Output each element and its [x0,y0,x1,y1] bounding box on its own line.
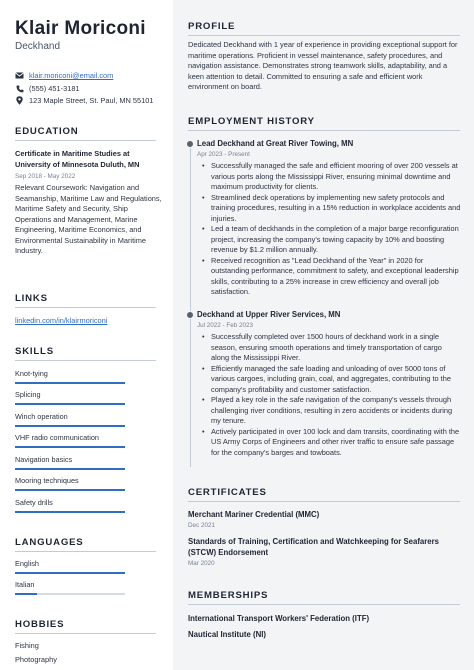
links-divider [15,307,156,308]
skills-divider [15,360,156,361]
list-item: • Efficiently managed the safe loading and unloading of over 5000 tons of various cargoes, including grain, coal, and aggregates, contributing to the company's profitability and customer satisfaction. [199,364,461,396]
certificate-date: Dec 2021 [188,522,215,529]
list-item: • Actively participated in over 100 lock and dam transits, coordinating with the US Army Corps of Engineers and other river traffic to ensure safe passage for the company's barges and towboats. [199,427,461,459]
job-title-2: Deckhand at Upper River Services, MN [197,310,341,319]
membership-item: Nautical Institute (NI) [188,630,266,639]
skill-bar [15,446,125,448]
linkedin-link[interactable]: linkedin.com/in/klairmoriconi [15,316,108,325]
list-item: • Successfully managed the safe and efficient mooring of over 200 vessels at various ports along the Mississippi River, ensuring minimal downtime and maximum productivity for clients. [199,161,461,193]
skill-bar [15,489,125,491]
memberships-divider [188,604,460,605]
skill-bar-fill [15,468,125,470]
contact-email-row [15,71,165,80]
skill-bar-fill [15,511,125,513]
envelope-icon [15,71,24,80]
certificate-name: Merchant Mariner Credential (MMC) [188,510,320,519]
profile-divider [188,35,460,36]
skill-item [15,433,125,448]
contact-address-row [15,96,165,105]
phone-icon [15,84,24,93]
job-bullets-1 [199,161,461,298]
employment-divider [188,130,460,131]
language-bar-fill [15,572,125,574]
timeline-line [190,147,191,467]
skill-bar [15,425,125,427]
skill-bar [15,511,125,513]
skill-item [15,369,125,384]
certificates-divider [188,501,460,502]
language-bar [15,572,125,574]
skill-bar-fill [15,489,125,491]
phone-number: (555) 451-3181 [29,84,80,93]
job-dates-1: Apr 2023 - Present [197,151,250,158]
hobbies-divider [15,633,156,634]
education-heading: EDUCATION [15,126,79,137]
membership-item: International Transport Workers' Federation (ITF) [188,614,370,623]
skill-item [15,498,125,513]
email-link[interactable]: klair.moriconi@email.com [29,71,114,80]
skill-label: Winch operation [15,412,68,421]
list-item: • Streamlined deck operations by implementing new safety protocols and training procedures, resulting in a 15% reduction in workplace accidents and injuries. [199,193,461,225]
skill-item [15,476,125,491]
language-label: Italian [15,580,35,589]
contact-phone-row [15,84,165,93]
memberships-heading: MEMBERSHIPS [188,590,269,601]
job-title: Deckhand [15,41,61,52]
skill-bar-fill [15,425,125,427]
hobby-item: Photography [15,655,57,664]
list-item: • Played a key role in the safe navigation of the company's vessels through challenging river conditions, resulting in zero accidents or incidents during my tenure. [199,395,461,427]
language-bar [15,593,125,595]
language-item [15,559,125,574]
skill-label: Knot-tying [15,369,48,378]
skill-item [15,455,125,470]
list-item: • Successfully completed over 1500 hours of deckhand work in a single season, ensuring smooth operations and timely transportation of cargo along the Mississippi River. [199,332,461,364]
education-coursework: Relevant Coursework: Navigation and Seamanship, Maritime Law and Regulations, Maritime Safety and Security, Ship Operations and Management, Marine Engineering, Maritime Economics, and Environmental Sustainability in Maritime Industry. [15,183,162,255]
location-pin-icon [15,96,24,105]
skill-label: Navigation basics [15,455,73,464]
hobbies-heading: HOBBIES [15,619,65,630]
skill-bar [15,403,125,405]
skill-label: Mooring techniques [15,476,79,485]
certificates-heading: CERTIFICATES [188,487,267,498]
job-title-1: Lead Deckhand at Great River Towing, MN [197,139,354,148]
language-bar-fill [15,593,37,595]
certificate-date: Mar 2020 [188,560,215,567]
candidate-name: Klair Moriconi [15,18,146,39]
job-bullets-2 [199,332,461,458]
skill-bar [15,468,125,470]
education-degree: Certificate in Maritime Studies at University of Minnesota Duluth, MN [15,149,140,169]
education-divider [15,140,156,141]
skill-bar-fill [15,403,125,405]
certificate-name: Standards of Training, Certification and Watchkeeping for Seafarers (STCW) Endorsement [188,537,439,557]
links-heading: LINKS [15,293,48,304]
timeline-dot [186,311,194,319]
skill-label: Splicing [15,390,41,399]
hobby-item: Fishing [15,641,39,650]
list-item: • Received recognition as "Lead Deckhand of the Year" in 2020 for outstanding performance, commitment to safety, and exceptional leadership skills, contributing to a 25% increase in crew efficiency and overall job satisfaction. [199,256,461,298]
skill-bar-fill [15,382,125,384]
skill-label: Safety drills [15,498,53,507]
employment-heading: EMPLOYMENT HISTORY [188,116,315,127]
skill-item [15,412,125,427]
skill-bar [15,382,125,384]
skill-label: VHF radio communication [15,433,99,442]
languages-divider [15,551,156,552]
address: 123 Maple Street, St. Paul, MN 55101 [29,96,154,105]
language-label: English [15,559,39,568]
languages-heading: LANGUAGES [15,537,84,548]
profile-summary: Dedicated Deckhand with 1 year of experience in providing exceptional support for maritime operations. Proficient in vessel maintenance, safety procedures, and navigation assistance. Demonstrates strong teamwork skills, adaptability, and a keen attention to detail. Committed to ensuring a safe and efficient work environment on board. [188,40,458,91]
skill-item [15,390,125,405]
profile-heading: PROFILE [188,21,236,32]
skill-bar-fill [15,446,125,448]
skills-heading: SKILLS [15,346,54,357]
education-dates: Sep 2018 - May 2022 [15,173,76,180]
list-item: • Led a team of deckhands in the completion of a major barge reconfiguration project, increasing the company's towing capacity by 10% and boosting revenue by $1.2 million annually. [199,224,461,256]
job-dates-2: Jul 2022 - Feb 2023 [197,322,254,329]
timeline-dot [186,140,194,148]
language-item [15,580,125,595]
